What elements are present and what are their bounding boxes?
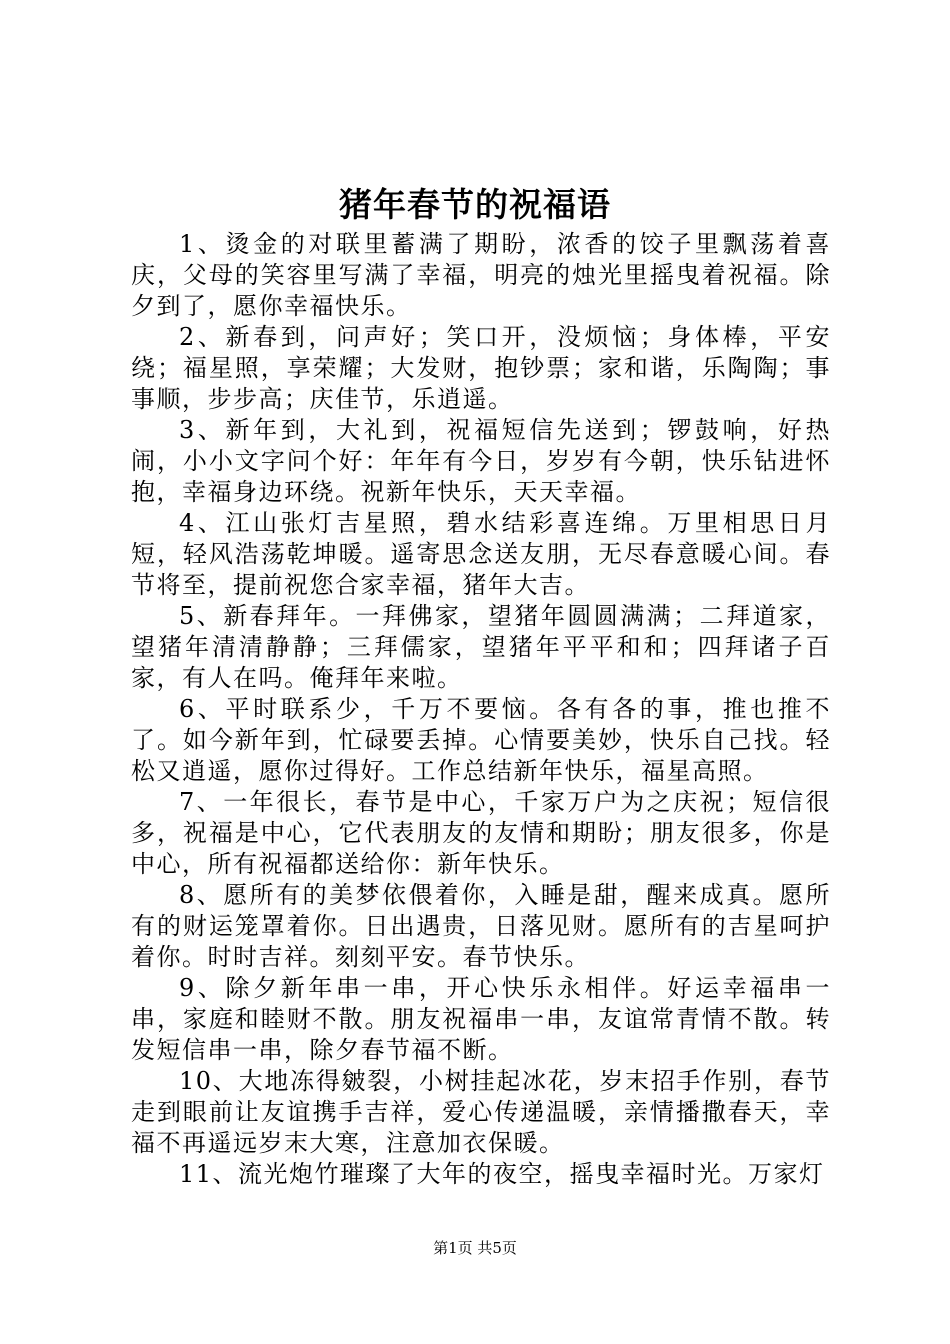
page-number-footer: 第1页 共5页 — [433, 1239, 517, 1257]
document-body — [131, 229, 831, 1190]
paragraph-10: 10、大地冻得皴裂，小树挂起冰花，岁末招手作别，春节走到眼前让友谊携手吉祥，爱心传递温暖，亲情播撒春天，幸福不再遥远岁末大寒，注意加衣保暖。 — [131, 1067, 831, 1157]
paragraph-4: 4、江山张灯吉星照，碧水结彩喜连绵。万里相思日月短，轻风浩荡乾坤暖。遥寄思念送友朋，无尽春意暖心间。春节将至，提前祝您合家幸福，猪年大吉。 — [131, 509, 831, 599]
paragraph-2: 2、新春到，问声好；笑口开，没烦恼；身体棒，平安绕；福星照，享荣耀；大发财，抱钞票；家和谐，乐陶陶；事事顺，步步高；庆佳节，乐逍遥。 — [131, 323, 831, 413]
paragraph-5: 5、新春拜年。一拜佛家，望猪年圆圆满满；二拜道家，望猪年清清静静；三拜儒家，望猪年平平和和；四拜诸子百家，有人在吗。俺拜年来啦。 — [131, 602, 831, 692]
paragraph-8: 8、愿所有的美梦依偎着你，入睡是甜，醒来成真。愿所有的财运笼罩着你。日出遇贵，日落见财。愿所有的吉星呵护着你。时时吉祥。刻刻平安。春节快乐。 — [131, 881, 831, 971]
paragraph-9: 9、除夕新年串一串，开心快乐永相伴。好运幸福串一串，家庭和睦财不散。朋友祝福串一串，友谊常青情不散。转发短信串一串，除夕春节福不断。 — [131, 974, 831, 1064]
paragraph-1: 1、烫金的对联里蓄满了期盼，浓香的饺子里飘荡着喜庆，父母的笑容里写满了幸福，明亮的烛光里摇曳着祝福。除夕到了，愿你幸福快乐。 — [131, 230, 831, 320]
paragraph-6: 6、平时联系少，千万不要恼。各有各的事，推也推不了。如今新年到，忙碌要丢掉。心情要美妙，快乐自己找。轻松又逍遥，愿你过得好。工作总结新年快乐，福星高照。 — [131, 695, 831, 785]
paragraph-11: 11、流光炮竹璀璨了大年的夜空，摇曳幸福时光。万家灯 — [179, 1160, 825, 1188]
document-title: 猪年春节的祝福语 — [339, 185, 611, 224]
paragraph-3: 3、新年到，大礼到，祝福短信先送到；锣鼓响，好热闹，小小文字问个好：年年有今日，岁岁有今朝，快乐钻进怀抱，幸福身边环绕。祝新年快乐，天天幸福。 — [131, 416, 831, 506]
paragraph-7: 7、一年很长，春节是中心，千家万户为之庆祝；短信很多，祝福是中心，它代表朋友的友情和期盼；朋友很多，你是中心，所有祝福都送给你：新年快乐。 — [131, 788, 831, 878]
